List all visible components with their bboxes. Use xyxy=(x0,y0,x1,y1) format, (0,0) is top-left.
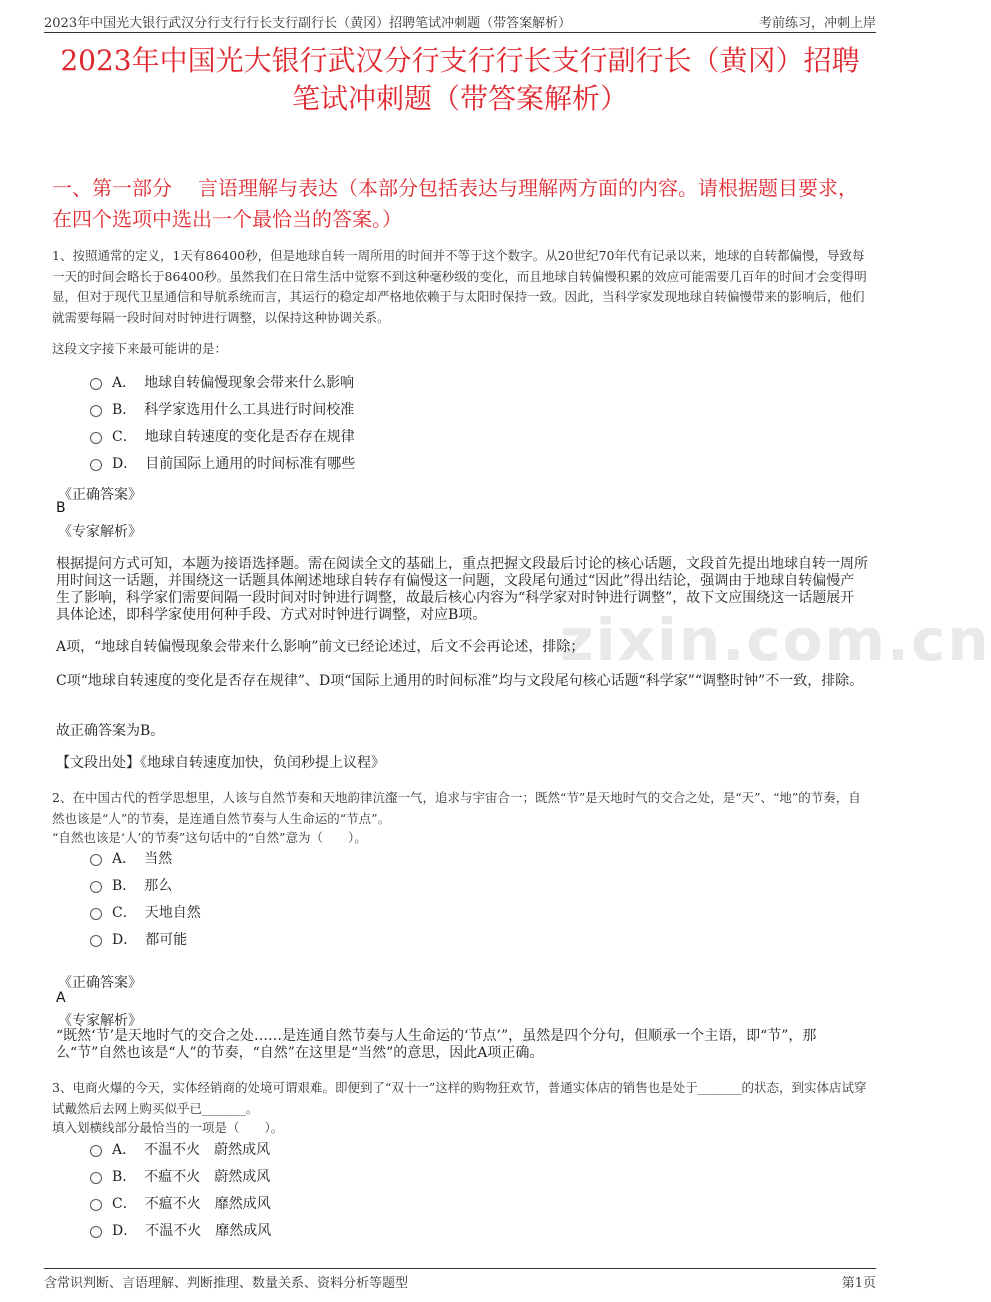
radio-icon[interactable] xyxy=(90,432,102,444)
header-doc-title: 2023年中国光大银行武汉分行支行行长支行副行长（黄冈）招聘笔试冲刺题（带答案解析） xyxy=(44,16,572,31)
q2-option-b[interactable]: B． 那么 xyxy=(90,871,201,898)
page-header xyxy=(44,10,876,33)
q2-analysis-label: 《专家解析》 xyxy=(58,1013,142,1029)
radio-icon[interactable] xyxy=(90,908,102,920)
q3-options xyxy=(90,1135,271,1243)
q1-option-c[interactable]: C． 地球自转速度的变化是否存在规律 xyxy=(90,422,355,449)
q2-analysis: “既然‘节’是天地时气的交合之处……是连通自然节奏与人生命运的‘节点’”，虽然是四个分句，但顺承一个主语，即“节”，那么“节”自然也该是“人”的节奏，“自然”在这里是“当然”的意思，因此A项正确。 xyxy=(56,1028,817,1061)
q1-source: 【文段出处】《地球自转速度加快，负闰秒提上议程》 xyxy=(56,755,385,771)
q2-option-d[interactable]: D． 都可能 xyxy=(90,925,201,952)
page-title: 2023年中国光大银行武汉分行支行行长支行副行长（黄冈）招聘笔试冲刺题（带答案解析） xyxy=(60,44,860,115)
q1-analysis-p2: A项，“地球自转偏慢现象会带来什么影响”前文已经论述过，后文不会再论述，排除； xyxy=(56,639,585,655)
q3-prompt: 填入划横线部分最恰当的一项是（ ）。 xyxy=(52,1120,284,1135)
radio-icon[interactable] xyxy=(90,854,102,866)
q1-options xyxy=(90,368,355,476)
q1-option-b[interactable]: B． 科学家选用什么工具进行时间校准 xyxy=(90,395,355,422)
radio-icon[interactable] xyxy=(90,1172,102,1184)
radio-icon[interactable] xyxy=(90,935,102,947)
watermark: zixin.com.cn xyxy=(560,606,991,674)
section-heading xyxy=(52,173,870,235)
radio-icon[interactable] xyxy=(90,881,102,893)
header-slogan: 考前练习，冲刺上岸 xyxy=(758,16,876,31)
q2-option-c[interactable]: C． 天地自然 xyxy=(90,898,201,925)
q1-option-a[interactable]: A． 地球自转偏慢现象会带来什么影响 xyxy=(90,368,355,395)
page-number: 第1页 xyxy=(841,1276,876,1291)
radio-icon[interactable] xyxy=(90,1226,102,1238)
section-label: 一、第一部分 xyxy=(52,176,172,200)
q3-option-a[interactable]: A． 不温不火 蔚然成风 xyxy=(90,1135,271,1162)
q2-option-a[interactable]: A． 当然 xyxy=(90,844,201,871)
q1-analysis-p3: C项“地球自转速度的变化是否存在规律”、D项“国际上通用的时间标准”均与文段尾句核心话题“科学家”“调整时钟”不一致，排除。 xyxy=(56,673,864,689)
q1-prompt: 这段文字接下来最可能讲的是： xyxy=(52,341,228,356)
q2-stem: 2、在中国古代的哲学思想里，人该与自然节奏和天地韵律沆瀣一气，追求与宇宙合一；既然“节”是天地时气的交合之处，是“天”、“地”的节奏，自然也该是“人”的节奏，是连通自然节奏与人生命运的“节点”。 xyxy=(52,790,861,826)
radio-icon[interactable] xyxy=(90,1199,102,1211)
q3-option-d[interactable]: D． 不温不火 靡然成风 xyxy=(90,1216,271,1243)
q1-analysis-p4: 故正确答案为B。 xyxy=(56,723,165,739)
q2-answer: A xyxy=(56,990,66,1006)
radio-icon[interactable] xyxy=(90,405,102,417)
q2-prompt: “自然也该是‘人’的节奏”这句话中的“自然”意为（ ）。 xyxy=(52,830,367,845)
q2-options xyxy=(90,844,201,952)
q3-stem: 3、电商火爆的今天，实体经销商的处境可谓艰难。即便到了“双十一”这样的购物狂欢节，普通实体店的销售也是处于_______的状态，到实体店试穿试戴然后去网上购买似乎已_______。 xyxy=(52,1080,867,1116)
footer-description: 含常识判断、言语理解、判断推理、数量关系、资料分析等题型 xyxy=(44,1276,409,1291)
page-footer xyxy=(44,1268,876,1293)
q1-answer: B xyxy=(56,500,66,516)
radio-icon[interactable] xyxy=(90,1145,102,1157)
q2-answer-label: 《正确答案》 xyxy=(58,975,142,991)
q1-analysis-label: 《专家解析》 xyxy=(58,524,142,540)
q3-option-b[interactable]: B． 不瘟不火 蔚然成风 xyxy=(90,1162,271,1189)
section-text: 言语理解与表达（本部分包括表达与理解两方面的内容。请根据题目要求，在四个选项中选出一个最恰当的答案。） xyxy=(52,176,858,231)
q1-answer-label: 《正确答案》 xyxy=(58,487,142,503)
q1-analysis-p1: 根据提问方式可知，本题为接语选择题。需在阅读全文的基础上，重点把握文段最后讨论的核心话题，文段首先提出地球自转一周所用时间这一话题，并围绕这一话题具体阐述地球自转存有偏慢这一问题，文段尾句通过“因此”得出结论，强调由于地球自转偏慢产生了影响，科学家们需要间隔一段时间对时钟进行调整，故最后核心内容为“科学家对时钟进行调整”，故下文应围绕这一话题展开具体论述，即科学家使用何种手段、方式对时钟进行调整，对应B项。 xyxy=(56,556,868,623)
q3-option-c[interactable]: C． 不瘟不火 靡然成风 xyxy=(90,1189,271,1216)
radio-icon[interactable] xyxy=(90,378,102,390)
radio-icon[interactable] xyxy=(90,459,102,471)
q1-stem: 1、按照通常的定义，1天有86400秒，但是地球自转一周所用的时间并不等于这个数字。从20世纪70年代有记录以来，地球的自转都偏慢，导致每一天的时间会略长于86400秒。虽然我们在日常生活中觉察不到这种毫秒级的变化，而且地球自转偏慢积累的效应可能需要几百年的时间才会变得明显，但对于现代卫星通信和导航系统而言，其运行的稳定却严格地依赖于与太阳时保持一致。因此，当科学家发现地球自转偏慢带来的影响后，他们就需要每隔一段时间对时钟进行调整，以保持这种协调关系。 xyxy=(52,248,867,325)
q1-option-d[interactable]: D． 目前国际上通用的时间标准有哪些 xyxy=(90,449,355,476)
